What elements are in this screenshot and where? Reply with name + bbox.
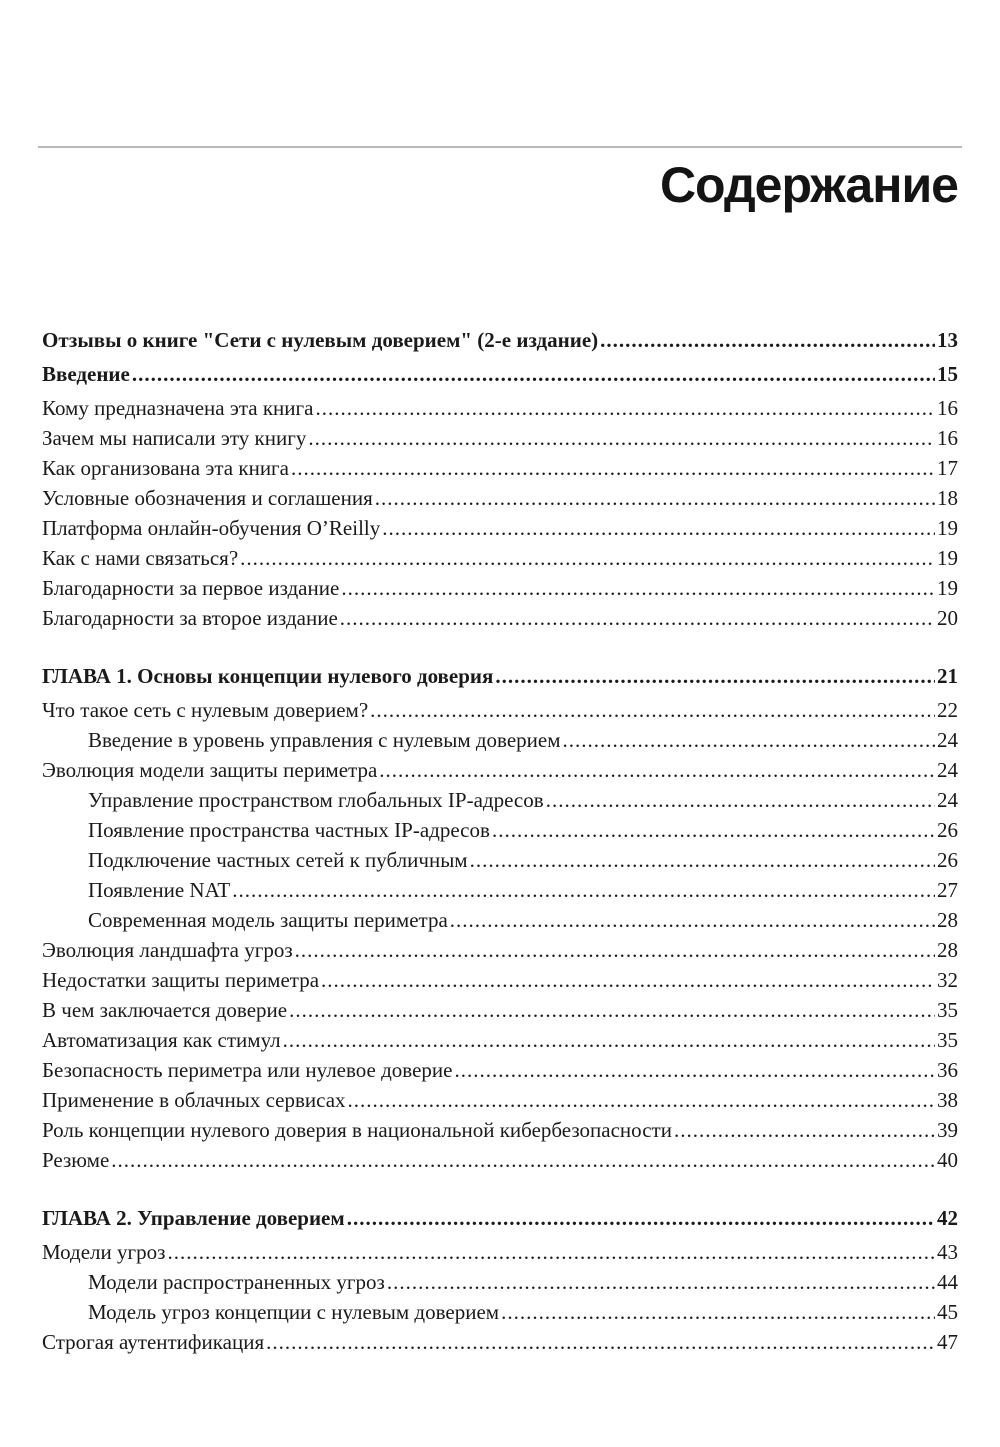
toc-subsection[interactable] bbox=[42, 875, 958, 905]
toc-section[interactable] bbox=[42, 755, 958, 785]
toc-section[interactable] bbox=[42, 1115, 958, 1145]
toc-page-number: 32 bbox=[937, 968, 958, 992]
leader-dots bbox=[454, 1055, 935, 1085]
toc-page-number: 24 bbox=[937, 728, 958, 752]
toc-page-number: 47 bbox=[937, 1330, 958, 1354]
toc-entry-label: Условные обозначения и соглашения bbox=[42, 486, 373, 510]
toc-page-number: 24 bbox=[937, 788, 958, 812]
toc-section[interactable] bbox=[42, 935, 958, 965]
toc-section[interactable] bbox=[42, 603, 958, 633]
toc-chapter[interactable] bbox=[42, 1203, 958, 1233]
toc-subsection[interactable] bbox=[42, 815, 958, 845]
toc-entry-label: Роль концепции нулевого доверия в национальной кибербезопасности bbox=[42, 1118, 672, 1142]
toc-page-number: 38 bbox=[937, 1088, 958, 1112]
leader-dots bbox=[283, 1025, 935, 1055]
toc-page-number: 44 bbox=[937, 1270, 958, 1294]
toc-entry-label: Автоматизация как стимул bbox=[42, 1028, 281, 1052]
toc-page-number: 28 bbox=[937, 938, 958, 962]
toc-entry-label: Подключение частных сетей к публичным bbox=[88, 848, 468, 872]
toc-page-number: 35 bbox=[937, 998, 958, 1022]
toc-subsection[interactable] bbox=[42, 725, 958, 755]
toc-page-number: 42 bbox=[937, 1206, 958, 1230]
toc-entry-label: Безопасность периметра или нулевое доверие bbox=[42, 1058, 453, 1082]
page-title: Содержание bbox=[659, 157, 958, 213]
toc-page-number: 26 bbox=[937, 848, 958, 872]
toc-entry-label: Модель угроз концепции с нулевым доверием bbox=[88, 1300, 500, 1324]
toc-page-number: 19 bbox=[937, 516, 958, 540]
leader-dots bbox=[563, 725, 935, 755]
leader-dots bbox=[348, 1085, 935, 1115]
toc-page-number: 28 bbox=[937, 908, 958, 932]
leader-dots bbox=[450, 905, 935, 935]
toc-entry-label: Введение в уровень управления с нулевым доверием bbox=[88, 728, 561, 752]
leader-dots bbox=[470, 845, 935, 875]
toc-section[interactable] bbox=[42, 483, 958, 513]
toc-page-number: 27 bbox=[937, 878, 958, 902]
toc-page-number: 21 bbox=[937, 664, 958, 688]
toc-page-number: 22 bbox=[937, 698, 958, 722]
leader-dots bbox=[600, 325, 935, 355]
toc-entry-label: ГЛАВА 2. Управление доверием bbox=[42, 1206, 345, 1230]
leader-dots bbox=[291, 453, 935, 483]
header-rule bbox=[38, 146, 962, 148]
toc-section[interactable] bbox=[42, 543, 958, 573]
toc-page-number: 13 bbox=[937, 328, 958, 352]
leader-dots bbox=[232, 875, 935, 905]
leader-dots bbox=[375, 483, 935, 513]
toc-entry-label: Появление пространства частных IP-адресов bbox=[88, 818, 490, 842]
toc-page-number: 35 bbox=[937, 1028, 958, 1052]
leader-dots bbox=[341, 573, 935, 603]
toc-entry-label: Введение bbox=[42, 362, 130, 386]
toc-section[interactable] bbox=[42, 1025, 958, 1055]
leader-dots bbox=[289, 995, 935, 1025]
toc-page-number: 40 bbox=[937, 1148, 958, 1172]
toc-entry-label: Эволюция модели защиты периметра bbox=[42, 758, 378, 782]
toc-chapter[interactable] bbox=[42, 661, 958, 691]
toc-section[interactable] bbox=[42, 1055, 958, 1085]
toc-chapter[interactable] bbox=[42, 359, 958, 389]
toc-entry-label: Кому предназначена эта книга bbox=[42, 396, 314, 420]
toc-entry-label: Как организована эта книга bbox=[42, 456, 289, 480]
toc-entry-label: Благодарности за второе издание bbox=[42, 606, 338, 630]
toc-entry-label: Благодарности за первое издание bbox=[42, 576, 340, 600]
leader-dots bbox=[379, 755, 935, 785]
leader-dots bbox=[495, 661, 935, 691]
toc-entry-label: Эволюция ландшафта угроз bbox=[42, 938, 293, 962]
toc-entry-label: Управление пространством глобальных IP-адресов bbox=[88, 788, 544, 812]
toc-section[interactable] bbox=[42, 1145, 958, 1175]
leader-dots bbox=[167, 1237, 935, 1267]
toc-section[interactable] bbox=[42, 695, 958, 725]
toc-section[interactable] bbox=[42, 1237, 958, 1267]
leader-dots bbox=[370, 695, 935, 725]
leader-dots bbox=[266, 1327, 935, 1357]
toc-page-number: 16 bbox=[937, 396, 958, 420]
toc-subsection[interactable] bbox=[42, 905, 958, 935]
leader-dots bbox=[674, 1115, 935, 1145]
toc-page-number: 18 bbox=[937, 486, 958, 510]
toc-page-number: 20 bbox=[937, 606, 958, 630]
toc-page-number: 19 bbox=[937, 576, 958, 600]
toc-entry-label: Что такое сеть с нулевым доверием? bbox=[42, 698, 369, 722]
leader-dots bbox=[295, 935, 935, 965]
toc-entry-label: Появление NAT bbox=[88, 878, 231, 902]
toc-section[interactable] bbox=[42, 423, 958, 453]
leader-dots bbox=[340, 603, 935, 633]
leader-dots bbox=[501, 1297, 935, 1327]
toc-entry-label: Недостатки защиты периметра bbox=[42, 968, 320, 992]
toc-entry-label: Модели распространенных угроз bbox=[88, 1270, 385, 1294]
leader-dots bbox=[308, 423, 935, 453]
leader-dots bbox=[315, 393, 935, 423]
toc-entry-label: Зачем мы написали эту книгу bbox=[42, 426, 307, 450]
toc-page-number: 16 bbox=[937, 426, 958, 450]
toc-page-number: 19 bbox=[937, 546, 958, 570]
toc-page-number: 24 bbox=[937, 758, 958, 782]
toc-subsection[interactable] bbox=[42, 1297, 958, 1327]
toc-entry-label: Применение в облачных сервисах bbox=[42, 1088, 346, 1112]
toc-section[interactable] bbox=[42, 393, 958, 423]
toc-page-number: 36 bbox=[937, 1058, 958, 1082]
leader-dots bbox=[382, 513, 935, 543]
toc-entry-label: Строгая аутентификация bbox=[42, 1330, 265, 1354]
table-of-contents bbox=[42, 325, 958, 1357]
toc-section[interactable] bbox=[42, 995, 958, 1025]
toc-page-number: 39 bbox=[937, 1118, 958, 1142]
toc-section[interactable] bbox=[42, 513, 958, 543]
toc-page-number: 45 bbox=[937, 1300, 958, 1324]
toc-section[interactable] bbox=[42, 965, 958, 995]
leader-dots bbox=[240, 543, 935, 573]
leader-dots bbox=[387, 1267, 935, 1297]
toc-entry-label: Модели угроз bbox=[42, 1240, 166, 1264]
toc-entry-label: Как с нами связаться? bbox=[42, 546, 239, 570]
leader-dots bbox=[492, 815, 935, 845]
toc-page-number: 15 bbox=[937, 362, 958, 386]
leader-dots bbox=[347, 1203, 935, 1233]
toc-subsection[interactable] bbox=[42, 785, 958, 815]
toc-section[interactable] bbox=[42, 573, 958, 603]
toc-entry-label: Отзывы о книге "Сети с нулевым доверием" (2-е издание) bbox=[42, 328, 599, 352]
toc-page-number: 17 bbox=[937, 456, 958, 480]
toc-section[interactable] bbox=[42, 453, 958, 483]
toc-entry-label: ГЛАВА 1. Основы концепции нулевого доверия bbox=[42, 664, 494, 688]
toc-page-number: 26 bbox=[937, 818, 958, 842]
leader-dots bbox=[132, 359, 935, 389]
toc-entry-label: В чем заключается доверие bbox=[42, 998, 288, 1022]
toc-entry-label: Платформа онлайн-обучения O’Reilly bbox=[42, 516, 381, 540]
toc-page-number: 43 bbox=[937, 1240, 958, 1264]
leader-dots bbox=[321, 965, 935, 995]
toc-entry-label: Резюме bbox=[42, 1148, 110, 1172]
toc-subsection[interactable] bbox=[42, 1267, 958, 1297]
toc-entry-label: Современная модель защиты периметра bbox=[88, 908, 448, 932]
toc-section[interactable] bbox=[42, 1327, 958, 1357]
toc-subsection[interactable] bbox=[42, 845, 958, 875]
leader-dots bbox=[111, 1145, 935, 1175]
leader-dots bbox=[546, 785, 935, 815]
toc-section[interactable] bbox=[42, 1085, 958, 1115]
toc-chapter[interactable] bbox=[42, 325, 958, 355]
